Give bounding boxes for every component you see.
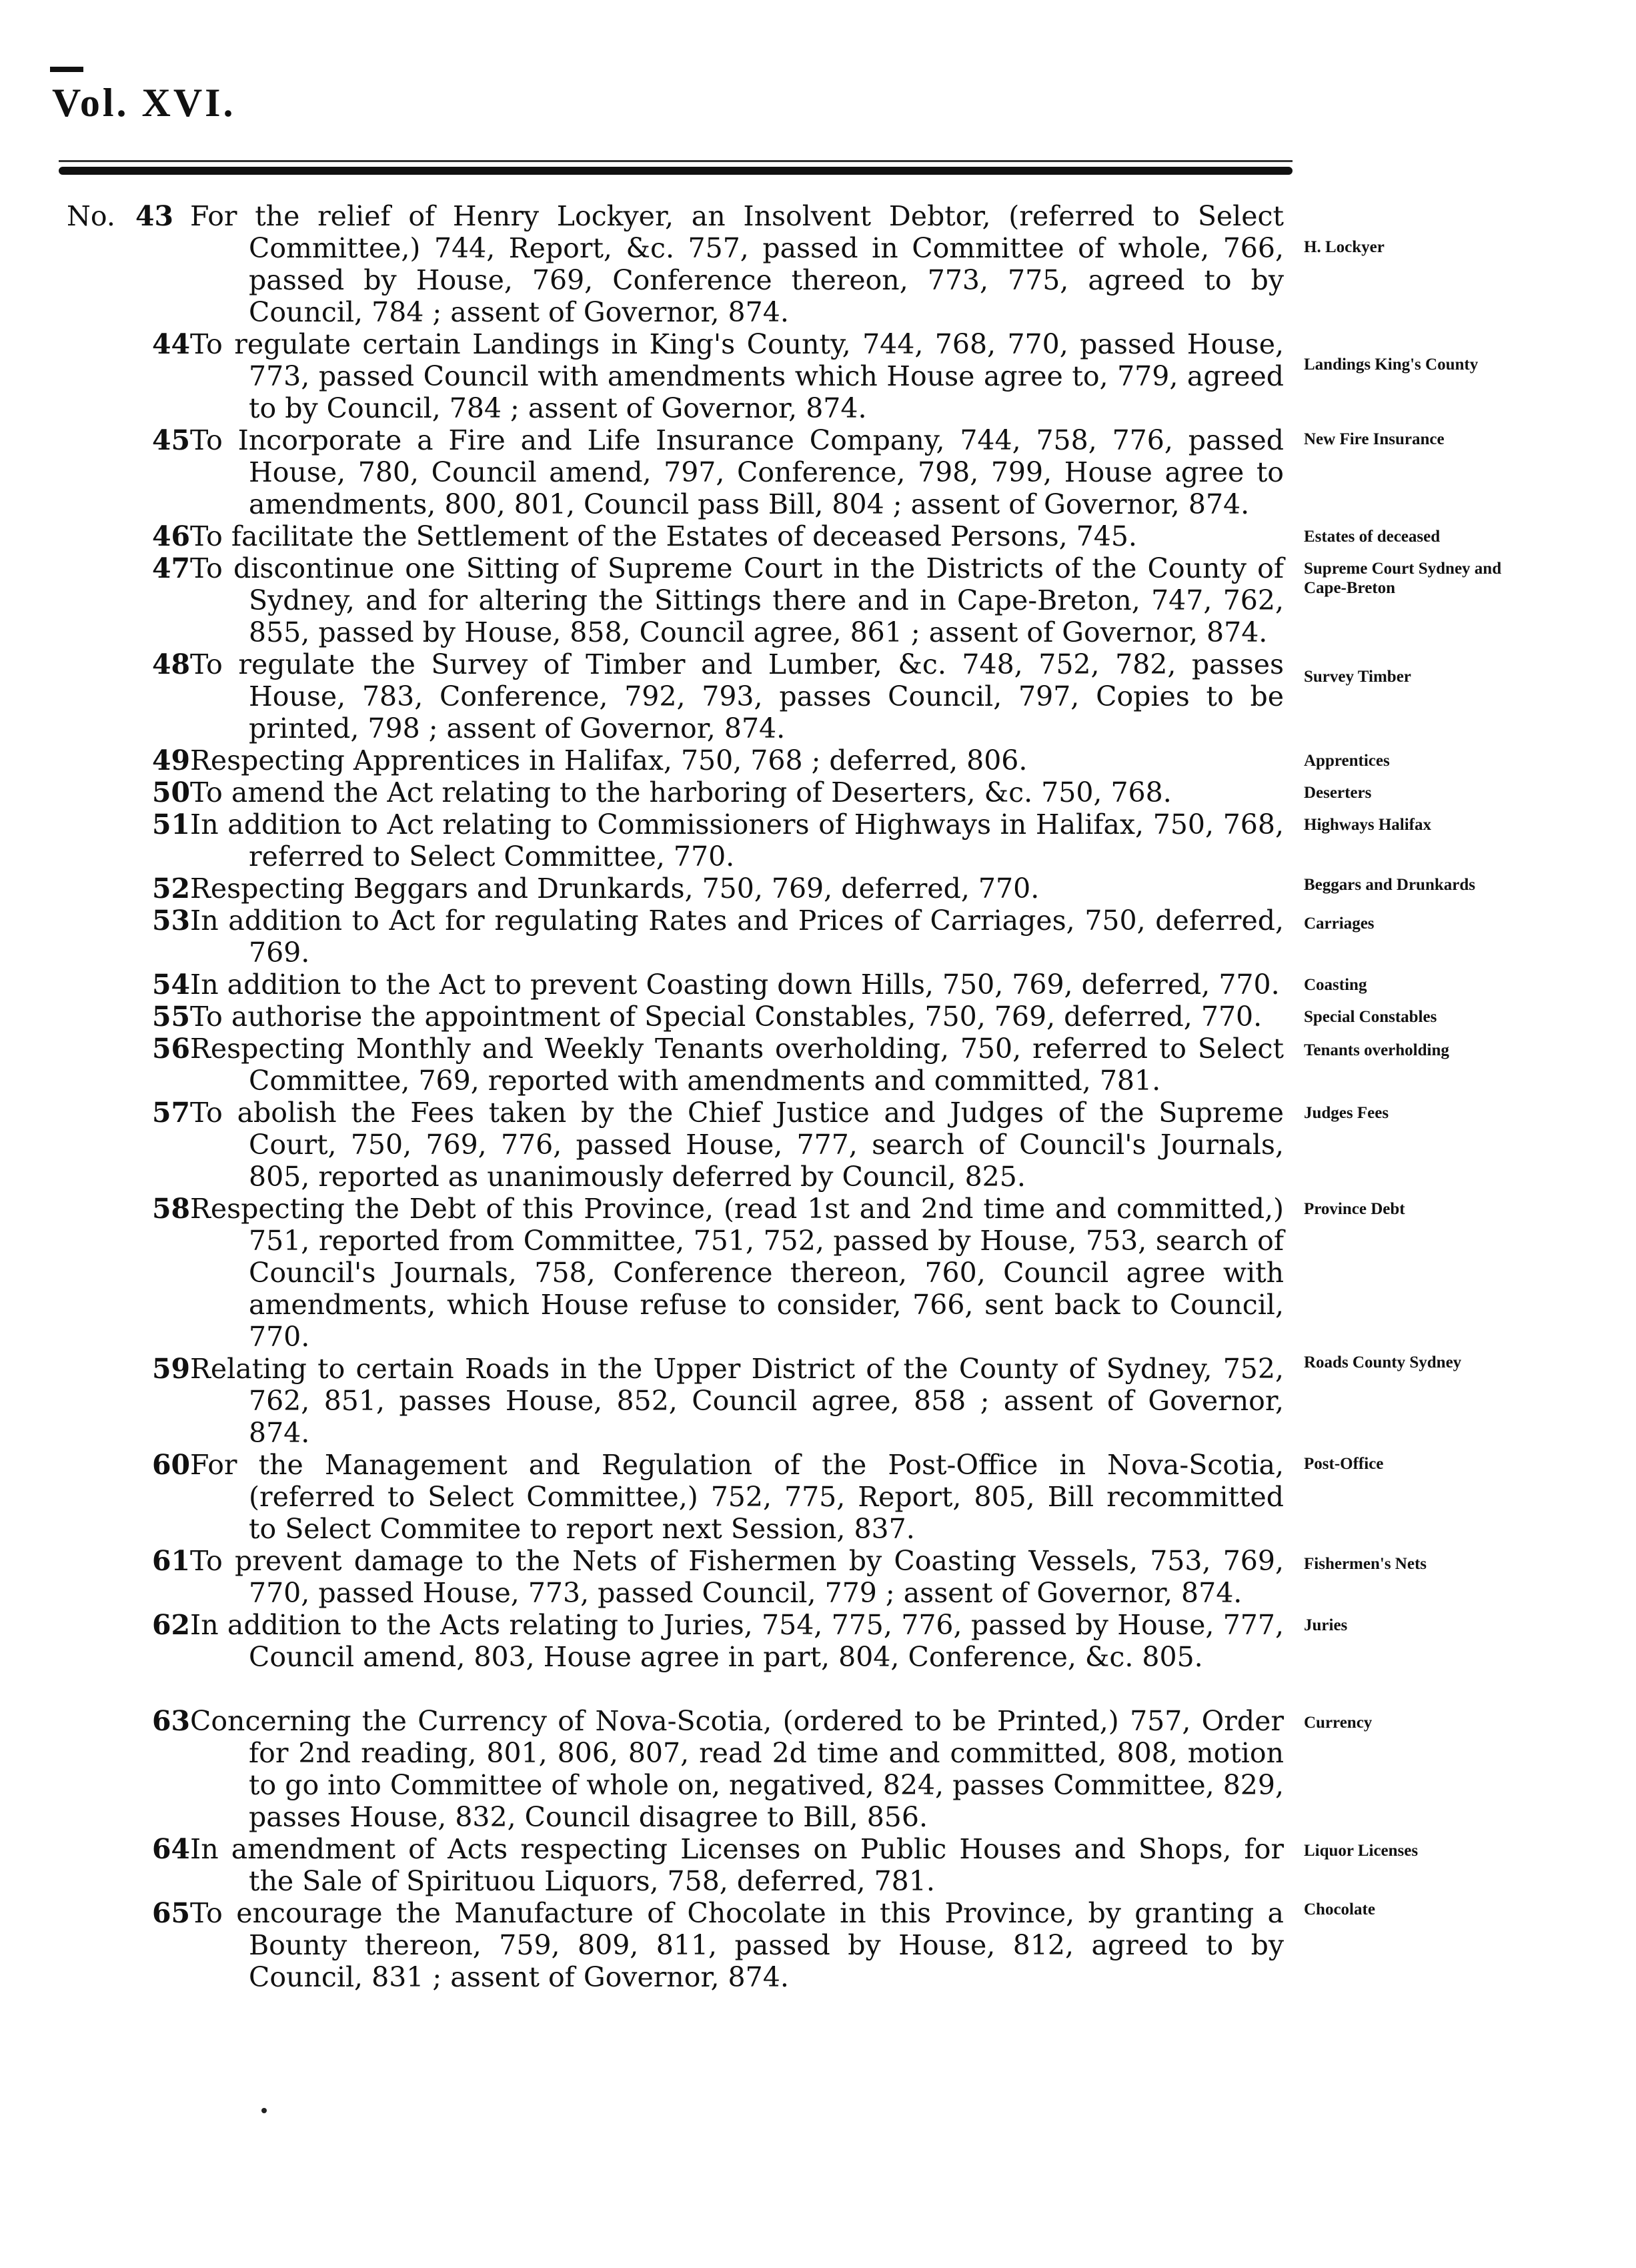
entry-text: Respecting Monthly and Weekly Tenants overholding, 750, referred to Select Committee, 769, reported with amendments and committed, 781. <box>190 1033 1284 1097</box>
entry-text: Concerning the Currency of Nova-Scotia, (ordered to be Printed,) 757, Order for 2nd reading, 801, 806, 807, read 2d time and committed, 808, motion to go into Committee of whole on, negatived, 824, passes Committee, 829, passes House, 832, Council disagree to Bill, 856. <box>190 1705 1284 1833</box>
margin-note: Estates of deceased <box>1304 528 1441 546</box>
margin-note: Carriages <box>1304 915 1375 933</box>
entry-text: In addition to the Act to prevent Coasting down Hills, 750, 769, deferred, 770. <box>190 969 1280 1001</box>
entry-text: To discontinue one Sitting of Supreme Court in the Districts of the County of Sydney, and for altering the Sittings there and in Cape-Breton, 747, 762, 855, passed by House, 858, Council agree, 861 ; assent of Governor, 874. <box>190 552 1284 648</box>
ink-speck <box>261 2108 267 2113</box>
entry-text: To regulate certain Landings in King's County, 744, 768, 770, passed House, 773, passed Council with amendments which House agree to, 779, agreed to by Council, 784 ; assent of Governor, 874. <box>190 328 1284 424</box>
entry-number: 61 <box>151 1545 190 1577</box>
entry-number: 63 <box>151 1705 190 1737</box>
entry-number: 49 <box>151 744 190 776</box>
entry-text: To Incorporate a Fire and Life Insurance Company, 744, 758, 776, passed House, 780, Council amend, 797, Conference, 798, 799, House agree to amendments, 800, 801, Council pass Bill, 804 ; assent of Governor, 874. <box>190 424 1284 520</box>
entry-text: In addition to Act for regulating Rates and Prices of Carriages, 750, deferred, 769. <box>190 905 1284 969</box>
margin-note: Juries <box>1304 1616 1348 1634</box>
margin-note: Highways Halifax <box>1304 816 1431 834</box>
margin-note: Landings King's County <box>1304 356 1479 374</box>
entry-text: In amendment of Acts respecting Licenses on Public Houses and Shops, for the Sale of Spirituou Liquors, 758, deferred, 781. <box>190 1833 1284 1897</box>
entry-number: 46 <box>151 520 190 552</box>
no-label: No. <box>67 200 115 232</box>
entry-text: Respecting the Debt of this Province, (read 1st and 2nd time and committed,) 751, reported from Committee, 751, 752, passed by House, 753, search of Council's Journals, 758, Conference thereon, 760, Council agree with amendments, which House refuse to consider, 766, sent back to Council, 770. <box>190 1193 1284 1353</box>
entry-number: 58 <box>151 1193 190 1225</box>
entry-text: To amend the Act relating to the harboring of Deserters, &c. 750, 768. <box>190 776 1172 808</box>
entry-text: For the Management and Regulation of the Post-Office in Nova-Scotia, (referred to Select Committee,) 752, 775, Report, 805, Bill recommitted to Select Commitee to report next Session, 837. <box>190 1449 1284 1545</box>
margin-note: Supreme Court Sydney and Cape-Breton <box>1304 560 1502 597</box>
entry-number: 60 <box>151 1449 190 1481</box>
entry-text: To abolish the Fees taken by the Chief Justice and Judges of the Supreme Court, 750, 769, 776, passed House, 777, search of Council's Journals, 805, reported as unanimously deferred by Council, 825. <box>190 1097 1284 1193</box>
entry-number: 47 <box>151 552 190 584</box>
margin-note: Deserters <box>1304 784 1372 802</box>
entry-number: 43 <box>135 200 173 232</box>
volume-header: Vol. XVI. <box>52 81 236 125</box>
margin-note: Apprentices <box>1304 752 1390 770</box>
entry-text: In addition to Act relating to Commissioners of Highways in Halifax, 750, 768, referred to Select Committee, 770. <box>190 808 1284 873</box>
entry-number: 64 <box>151 1833 190 1865</box>
entry-text: Respecting Apprentices in Halifax, 750, 768 ; deferred, 806. <box>190 744 1028 776</box>
entry-number: 53 <box>151 905 190 937</box>
entry-text: In addition to the Acts relating to Juries, 754, 775, 776, passed by House, 777, Council amend, 803, House agree in part, 804, Conference, &c. 805. <box>190 1609 1284 1673</box>
entry-number: 56 <box>151 1033 190 1065</box>
entry-text: To facilitate the Settlement of the Estates of deceased Persons, 745. <box>190 520 1137 552</box>
entry-number: 55 <box>151 1001 190 1033</box>
margin-note: Beggars and Drunkards <box>1304 876 1475 894</box>
entry-text: To encourage the Manufacture of Chocolate in this Province, by granting a Bounty thereon, 759, 809, 811, passed by House, 812, agreed to by Council, 831 ; assent of Governor, 874. <box>190 1897 1284 1993</box>
entry-number: 59 <box>151 1353 190 1385</box>
entry-number: 48 <box>151 648 190 680</box>
margin-note: Special Constables <box>1304 1008 1437 1026</box>
entry-number: 65 <box>151 1897 190 1929</box>
margin-note: Judges Fees <box>1304 1104 1389 1122</box>
margin-note: Survey Timber <box>1304 668 1411 686</box>
margin-note: H. Lockyer <box>1304 238 1385 256</box>
margin-note: Chocolate <box>1304 1900 1375 1918</box>
margin-note: Coasting <box>1304 976 1367 994</box>
margin-note: Province Debt <box>1304 1200 1405 1218</box>
entry-number: 62 <box>151 1609 190 1641</box>
entry-number: 51 <box>151 808 190 840</box>
margin-note: Fishermen's Nets <box>1304 1555 1427 1573</box>
entry-text: To regulate the Survey of Timber and Lumber, &c. 748, 752, 782, passes House, 783, Conference, 792, 793, passes Council, 797, Copies to be printed, 798 ; assent of Governor, 874. <box>190 648 1284 744</box>
margin-note: Post-Office <box>1304 1455 1384 1473</box>
margin-note: Liquor Licenses <box>1304 1842 1419 1860</box>
margin-note: Roads County Sydney <box>1304 1353 1462 1371</box>
entry-text: To authorise the appointment of Special Constables, 750, 769, deferred, 770. <box>190 1001 1263 1033</box>
entry-text: To prevent damage to the Nets of Fishermen by Coasting Vessels, 753, 769, 770, passed House, 773, passed Council, 779 ; assent of Governor, 874. <box>190 1545 1284 1609</box>
entry-number: 44 <box>151 328 190 360</box>
entry-text: Respecting Beggars and Drunkards, 750, 769, deferred, 770. <box>190 873 1040 905</box>
entry-number: 52 <box>151 873 190 905</box>
margin-note: Tenants overholding <box>1304 1041 1449 1059</box>
margin-note: Currency <box>1304 1714 1373 1732</box>
entry-number: 57 <box>151 1097 190 1129</box>
margin-note: New Fire Insurance <box>1304 430 1445 448</box>
entry-number: 50 <box>151 776 190 808</box>
entry-text: Relating to certain Roads in the Upper District of the County of Sydney, 752, 762, 851, passes House, 852, Council agree, 858 ; assent of Governor, 874. <box>190 1353 1284 1449</box>
entry-text: For the relief of Henry Lockyer, an Insolvent Debtor, (referred to Select Committee,) 744, Report, &c. 757, passed in Committee of whole, 766, passed by House, 769, Conference thereon, 773, 775, agreed to by Council, 784 ; assent of Governor, 874. <box>190 200 1284 328</box>
entry-number: 54 <box>151 969 190 1001</box>
entry-number: 45 <box>151 424 190 456</box>
